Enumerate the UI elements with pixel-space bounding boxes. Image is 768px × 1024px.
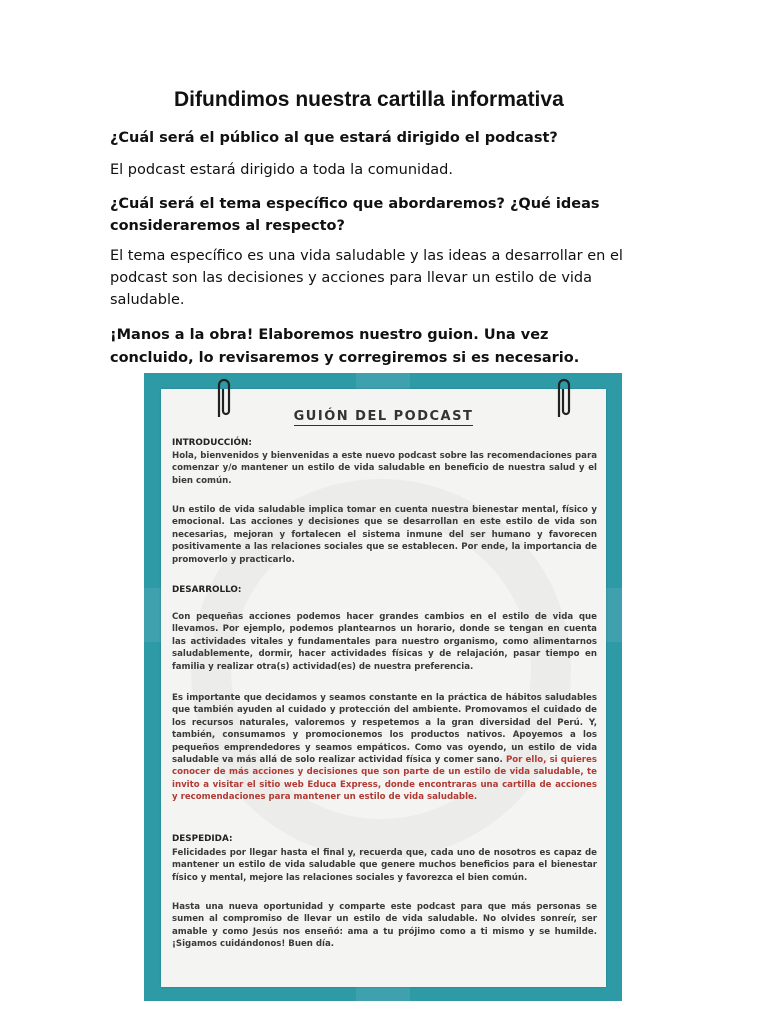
farewell-paragraph-1: Felicidades por llegar hasta el final y, recuerda que, cada uno de nosotros es capaz de mantener un estilo de vida saludable que genere muchos beneficios para el bienestar físico y mental, mejore las relaciones sociales y favorezca el bien común. xyxy=(172,848,597,883)
intro-paragraph-2: Un estilo de vida saludable implica tomar en cuenta nuestra bienestar mental, físico y emocional. Las acciones y decisiones que se desarrollan en este estilo de vida son necesarias, mejoran y fortalecen el sistema inmune del ser humano y favorecen positivamente a las relaciones sociales que se establecen. Por ende, la importancia de promoverlo y practicarlo. xyxy=(172,505,597,565)
farewell-heading: DESPEDIDA: xyxy=(172,834,233,844)
question-audience: ¿Cuál será el público al que estará dirigido el podcast? xyxy=(110,130,558,146)
page-title: Difundimos nuestra cartilla informativa xyxy=(174,88,564,111)
script-title: GUIÓN DEL PODCAST xyxy=(293,409,474,424)
answer-audience: El podcast estará dirigido a toda la comunidad. xyxy=(110,162,453,178)
intro-paragraph-1: Hola, bienvenidos y bienvenidas a este nuevo podcast sobre las recomendaciones para comenzar y/o mantener un estilo de vida saludable en beneficio de nuestra salud y el bien común. xyxy=(172,451,597,486)
script-paper xyxy=(161,389,606,987)
development-heading: DESARROLLO: xyxy=(172,585,242,595)
question-topic: ¿Cuál será el tema específico que abordaremos? ¿Qué ideas consideraremos al respecto? xyxy=(110,196,600,234)
answer-topic: El tema específico es una vida saludable y las ideas a desarrollar en el podcast son las decisiones y acciones para llevar un estilo de vida saludable. xyxy=(110,248,623,308)
development-text: Es importante que decidamos y seamos constante en la práctica de hábitos saludables que también ayuden al cuidado y protección del ambiente. Promovamos el cuidado de los recursos naturales, valoremos y respetemos a la gran diversidad del Perú. Y, también, consumamos y promocionemos los productos nativos. Apoyemos a los pequeños emprendedores y seamos empáticos. Como vas oyendo, un estilo de vida saludable va más allá de solo realizar actividad física y comer sano. xyxy=(172,693,597,766)
development-paragraph-1: Con pequeñas acciones podemos hacer grandes cambios en el estilo de vida que llevamos. Por ejemplo, podemos plantearnos un horario, donde se tengan en cuenta las actividades vitales y fundamentales para nuestro organismo, como alimentarnos saludablemente, dormir, hacer actividades físicas y de relajación, pasar tiempo en familia y realizar otra(s) actividad(es) de nuestra preferencia. xyxy=(172,612,597,672)
instruction-text: ¡Manos a la obra! Elaboremos nuestro guion. Una vez concluido, lo revisaremos y corregiremos si es necesario. xyxy=(110,327,580,366)
podcast-script-image xyxy=(144,373,622,1001)
development-paragraph-2 xyxy=(172,692,597,804)
farewell-paragraph-2: Hasta una nueva oportunidad y comparte este podcast para que más personas se sumen al compromiso de llevar un estilo de vida saludable. No olvides sonreír, ser amable y como Jesús nos enseñó: ama a tu prójimo como a ti mismo y se humilde. ¡Sigamos cuidándonos! Buen día. xyxy=(172,902,597,950)
development-highlight-text: Por ello, si quieres conocer de más acciones y decisiones que son parte de un estilo de vida saludable, te invito a visitar el sitio web Educa Express, donde encontraras una cartilla de acciones y recomendaciones para mantener un estilo de vida saludable. xyxy=(172,755,597,803)
intro-heading: INTRODUCCIÓN: xyxy=(172,438,252,448)
